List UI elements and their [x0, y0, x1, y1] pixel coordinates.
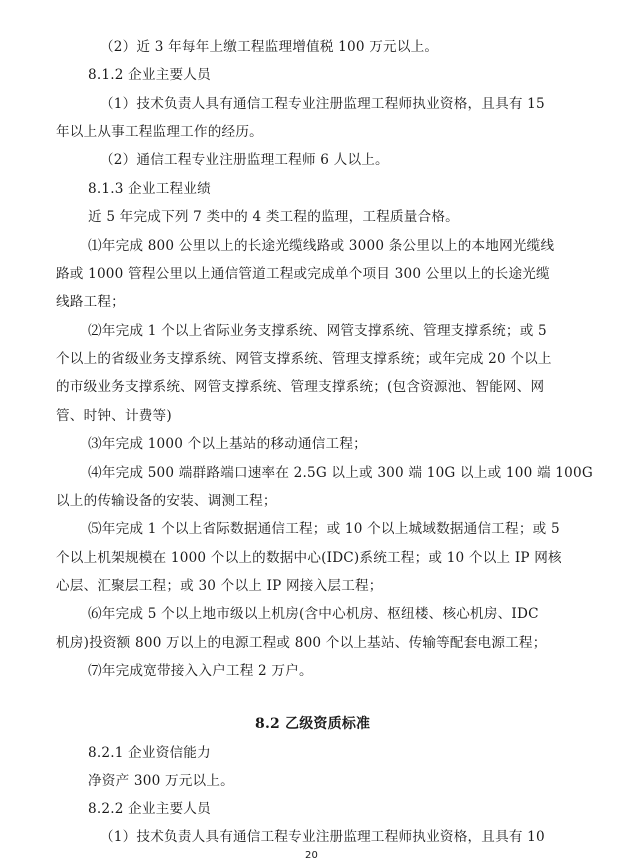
section-title: 8.2 乙级资质标准	[255, 716, 371, 732]
text-line: ⑺年完成宽带接入入户工程 2 万户。	[88, 663, 313, 679]
text-line: ⑶年完成 1000 个以上基站的移动通信工程；	[88, 436, 367, 452]
text-line: 年以上从事工程监理工作的经历。	[56, 124, 263, 140]
page-number: 20	[305, 850, 319, 861]
section-heading: 8.2.1 企业资信能力	[88, 745, 211, 761]
text-line: 路或 1000 管程公里以上通信管道工程或完成单个项目 300 公里以上的长途光缆	[56, 266, 550, 282]
text-line: （2）通信工程专业注册监理工程师 6 人以上。	[100, 152, 389, 168]
text-line: 的市级业务支撑系统、网管支撑系统、管理支撑系统；(包含资源池、智能网、网	[56, 379, 545, 395]
section-heading: 8.2.2 企业主要人员	[88, 801, 211, 817]
text-line: （1）技术负责人具有通信工程专业注册监理工程师执业资格，且具有 10	[100, 829, 545, 845]
text-line: 个以上机架规模在 1000 个以上的数据中心(IDC)系统工程；或 10 个以上 IP 网核	[56, 550, 562, 566]
text-line: ⑴年完成 800 公里以上的长途光缆线路或 3000 条公里以上的本地网光缆线	[88, 238, 555, 254]
section-heading: 8.1.2 企业主要人员	[88, 67, 211, 83]
text-line: 近 5 年完成下列 7 类中的 4 类工程的监理，工程质量合格。	[88, 209, 459, 225]
text-line: 净资产 300 万元以上。	[88, 773, 234, 789]
text-line: （2）近 3 年每年上缴工程监理增值税 100 万元以上。	[100, 39, 439, 55]
section-heading: 8.1.3 企业工程业绩	[88, 181, 211, 197]
text-line: （1）技术负责人具有通信工程专业注册监理工程师执业资格，且具有 15	[100, 96, 545, 112]
text-line: ⑸年完成 1 个以上省际数据通信工程；或 10 个以上城域数据通信工程；或 5	[88, 521, 560, 537]
text-line: 以上的传输设备的安装、调测工程；	[56, 493, 277, 509]
text-line: ⑵年完成 1 个以上省际业务支撑系统、网管支撑系统、管理支撑系统；或 5	[88, 323, 547, 339]
text-line: 机房)投资额 800 万以上的电源工程或 800 个以上基站、传输等配套电源工程；	[56, 635, 547, 651]
text-line: 心层、汇聚层工程；或 30 个以上 IP 网接入层工程；	[56, 578, 383, 594]
text-line: ⑷年完成 500 端群路端口速率在 2.5G 以上或 300 端 10G 以上或 100 端 100G	[88, 465, 593, 481]
text-line: ⑹年完成 5 个以上地市级以上机房(含中心机房、枢纽楼、核心机房、IDC	[88, 606, 539, 622]
text-line: 线路工程；	[56, 294, 125, 310]
text-line: 个以上的省级业务支撑系统、网管支撑系统、管理支撑系统；或年完成 20 个以上	[56, 351, 552, 367]
text-line: 管、时钟、计费等)	[56, 408, 172, 424]
